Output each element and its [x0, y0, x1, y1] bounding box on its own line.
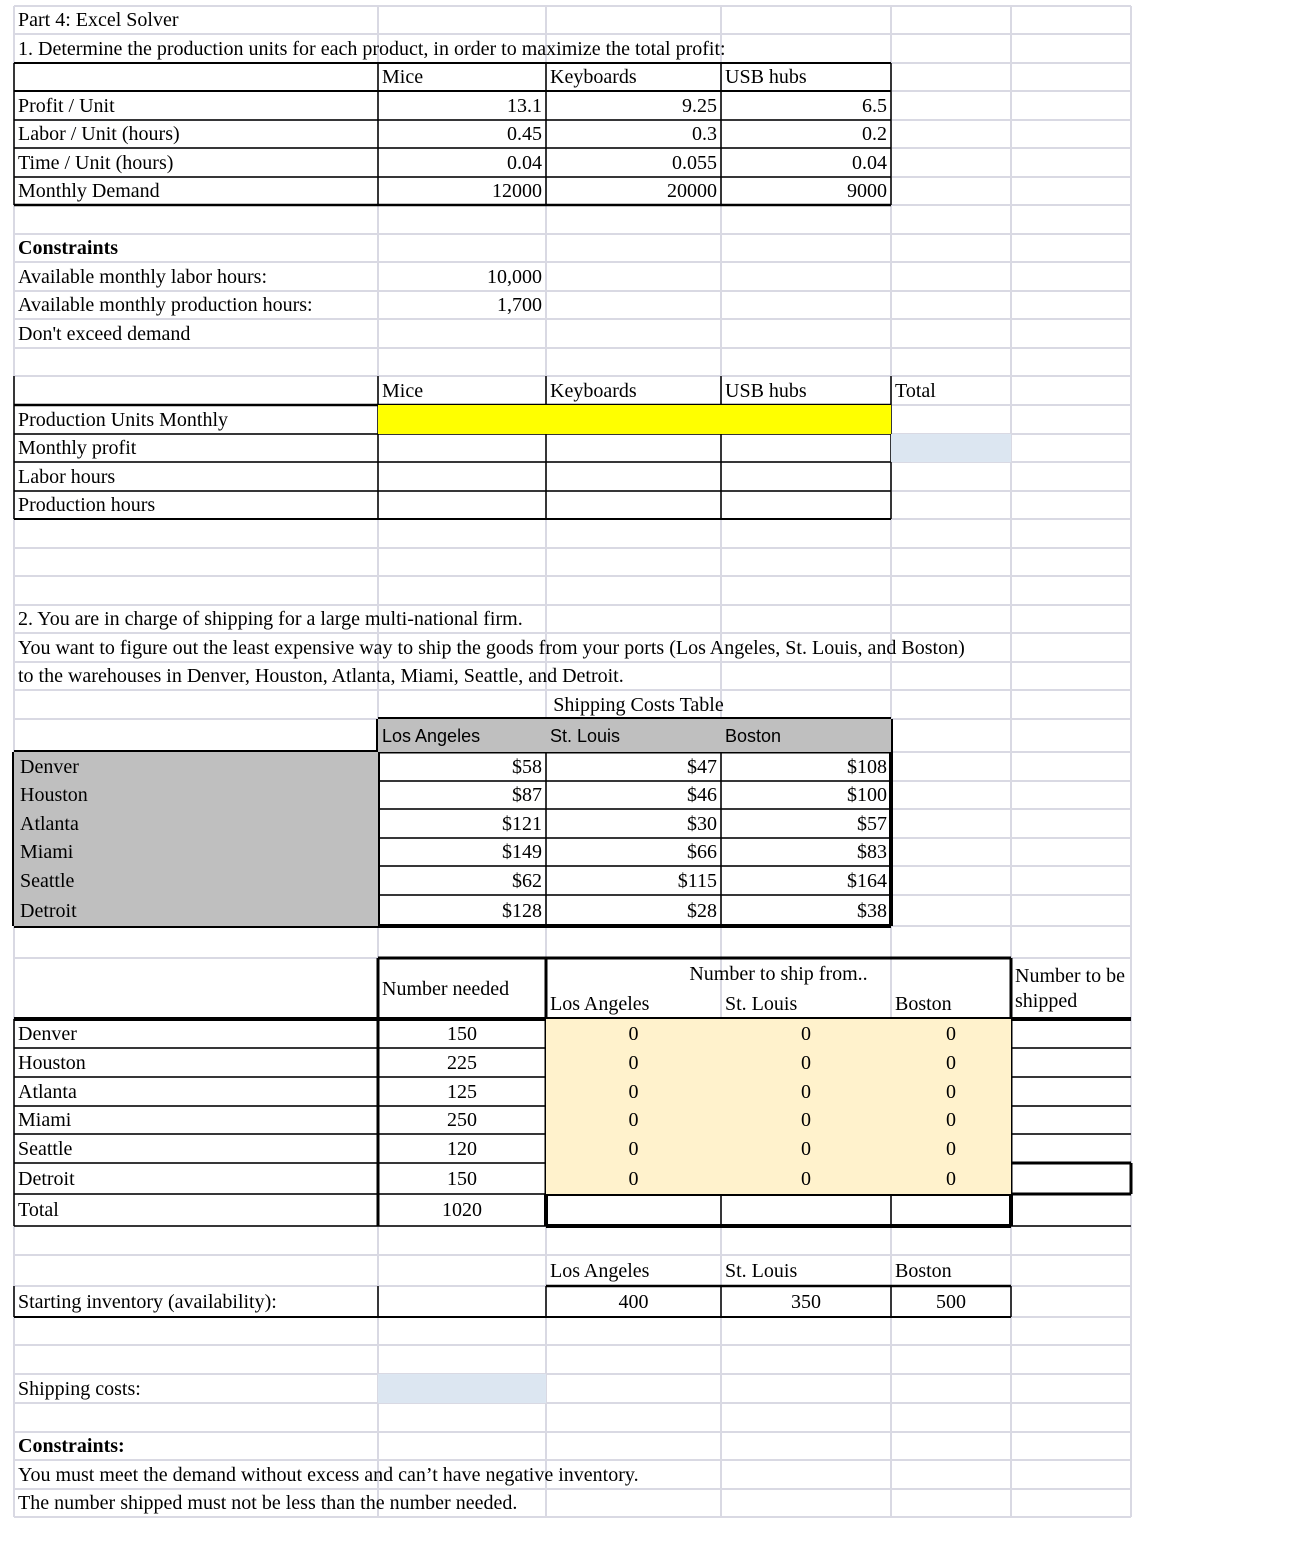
- question-2-line[interactable]: to the warehouses in Denver, Houston, Atlanta, Miami, Seattle, and Detroit.: [18, 665, 624, 687]
- prod-row-label[interactable]: Labor hours: [18, 465, 116, 488]
- ship-cell[interactable]: 0: [946, 1051, 956, 1074]
- number-shipped-header[interactable]: Number to be shipped: [1015, 964, 1125, 1012]
- ship-cell[interactable]: 0: [628, 1080, 639, 1103]
- inventory-port-header[interactable]: Los Angeles: [550, 1259, 650, 1282]
- cost-cell[interactable]: $100: [847, 784, 887, 806]
- question-2-line[interactable]: 2. You are in charge of shipping for a large multi-national firm.: [18, 608, 523, 630]
- cost-cell[interactable]: $57: [857, 812, 887, 835]
- port-header[interactable]: St. Louis: [550, 725, 621, 746]
- shipping-costs-label[interactable]: Shipping costs:: [18, 1377, 141, 1400]
- city-label[interactable]: Seattle: [20, 869, 75, 892]
- ship-cell[interactable]: 0: [628, 1167, 639, 1190]
- value-cell[interactable]: 20000: [667, 180, 717, 202]
- prod-header-keyboards[interactable]: Keyboards: [550, 379, 637, 402]
- ship-cell[interactable]: 0: [801, 1137, 811, 1160]
- value-cell[interactable]: 12000: [492, 180, 542, 202]
- value-cell[interactable]: 13.1: [507, 94, 542, 117]
- cell-fill: [378, 405, 891, 434]
- inventory-port-header[interactable]: St. Louis: [725, 1259, 798, 1282]
- city-label[interactable]: Detroit: [18, 1167, 75, 1190]
- value-cell[interactable]: 0.2: [862, 123, 887, 145]
- cost-cell[interactable]: $164: [847, 869, 887, 892]
- constraints-title[interactable]: Constraints: [18, 237, 119, 259]
- ship-from-header[interactable]: Number to ship from..: [689, 962, 868, 985]
- ship-cell[interactable]: 0: [628, 1109, 639, 1131]
- header-usb-hubs[interactable]: USB hubs: [725, 66, 807, 88]
- value-cell[interactable]: 9000: [847, 180, 887, 202]
- cost-table-title[interactable]: Shipping Costs Table: [553, 693, 724, 716]
- row-label[interactable]: Time / Unit (hours): [18, 151, 174, 174]
- number-needed-header[interactable]: Number needed: [382, 977, 510, 1000]
- city-label[interactable]: Atlanta: [20, 812, 79, 835]
- question-1[interactable]: 1. Determine the production units for each product, in order to maximize the total profit:: [18, 37, 726, 60]
- total-needed[interactable]: 1020: [442, 1199, 482, 1221]
- ship-cell[interactable]: 0: [801, 1080, 811, 1103]
- cost-cell[interactable]: $28: [687, 899, 717, 922]
- prod-header-total[interactable]: Total: [895, 379, 936, 402]
- city-label[interactable]: Houston: [20, 784, 88, 806]
- cost-cell[interactable]: $38: [857, 899, 887, 922]
- ship-cell[interactable]: 0: [946, 1137, 956, 1160]
- constraint-value[interactable]: 10,000: [487, 265, 542, 288]
- port-header[interactable]: Boston: [725, 725, 782, 746]
- cost-cell[interactable]: $108: [847, 755, 887, 778]
- constraint-label[interactable]: Available monthly production hours:: [18, 294, 313, 316]
- ship-port-header[interactable]: St. Louis: [725, 993, 798, 1015]
- cost-cell[interactable]: $128: [502, 899, 542, 922]
- value-cell[interactable]: 0.055: [672, 151, 717, 174]
- ship-cell[interactable]: 0: [801, 1167, 811, 1190]
- prod-header-mice[interactable]: Mice: [382, 379, 424, 402]
- value-cell[interactable]: 0.3: [692, 123, 717, 145]
- cost-cell[interactable]: $121: [502, 812, 542, 835]
- constraint-line[interactable]: You must meet the demand without excess and can’t have negative inventory.: [18, 1463, 639, 1486]
- needed-cell[interactable]: 150: [447, 1167, 477, 1190]
- row-label[interactable]: Profit / Unit: [18, 94, 115, 117]
- city-label[interactable]: Denver: [20, 755, 79, 778]
- city-label[interactable]: Miami: [18, 1109, 72, 1131]
- cell-fill: [891, 434, 1011, 462]
- ship-port-header[interactable]: Los Angeles: [550, 993, 650, 1015]
- prod-row-label[interactable]: Production hours: [18, 494, 156, 516]
- constraint-label[interactable]: Don't exceed demand: [18, 322, 191, 345]
- city-label[interactable]: Detroit: [20, 899, 77, 922]
- city-label[interactable]: Miami: [20, 841, 74, 863]
- cost-cell[interactable]: $87: [512, 784, 542, 806]
- cost-cell[interactable]: $66: [687, 841, 717, 863]
- header-mice[interactable]: Mice: [382, 66, 424, 88]
- cost-cell[interactable]: $149: [502, 841, 542, 863]
- inventory-value[interactable]: 350: [791, 1290, 821, 1313]
- needed-cell[interactable]: 125: [447, 1080, 477, 1103]
- constraint-line[interactable]: The number shipped must not be less than the number needed.: [18, 1492, 518, 1514]
- cost-cell[interactable]: $47: [687, 755, 717, 778]
- inventory-label[interactable]: Starting inventory (availability):: [18, 1290, 277, 1313]
- constraint-label[interactable]: Available monthly labor hours:: [18, 265, 268, 288]
- city-label[interactable]: Atlanta: [18, 1080, 77, 1103]
- part-title[interactable]: Part 4: Excel Solver: [18, 9, 179, 31]
- cost-cell[interactable]: $115: [677, 869, 717, 892]
- inventory-port-header[interactable]: Boston: [895, 1259, 952, 1282]
- prod-row-label[interactable]: Monthly profit: [18, 437, 137, 459]
- value-cell[interactable]: 0.45: [507, 123, 542, 145]
- ship-port-header[interactable]: Boston: [895, 993, 952, 1015]
- constraint-value[interactable]: 1,700: [497, 294, 542, 316]
- inventory-value[interactable]: 500: [936, 1290, 966, 1313]
- ship-cell[interactable]: 0: [801, 1109, 811, 1131]
- ship-cell[interactable]: 0: [801, 1022, 811, 1045]
- cost-cell[interactable]: $30: [687, 812, 717, 835]
- cost-cell[interactable]: $62: [512, 869, 542, 892]
- row-label[interactable]: Labor / Unit (hours): [18, 123, 180, 145]
- needed-cell[interactable]: 120: [447, 1137, 477, 1160]
- cell-fill: [378, 1374, 546, 1403]
- value-cell[interactable]: 0.04: [852, 151, 887, 174]
- port-header[interactable]: Los Angeles: [382, 725, 481, 746]
- value-cell[interactable]: 0.04: [507, 151, 542, 174]
- ship-cell[interactable]: 0: [628, 1051, 639, 1074]
- city-label[interactable]: Houston: [18, 1051, 86, 1074]
- question-2-line[interactable]: You want to figure out the least expensive way to ship the goods from your ports (Los Angeles, St. Louis, and Boston): [18, 636, 965, 659]
- constraint-value[interactable]: [378, 319, 546, 348]
- header-keyboards[interactable]: Keyboards: [550, 66, 637, 88]
- needed-cell[interactable]: 150: [447, 1022, 477, 1045]
- ship-cell[interactable]: 0: [946, 1080, 956, 1103]
- ship-cell[interactable]: 0: [946, 1167, 956, 1190]
- needed-cell[interactable]: 250: [447, 1109, 477, 1131]
- cost-cell[interactable]: $58: [512, 755, 542, 778]
- ship-cell[interactable]: 0: [801, 1051, 811, 1074]
- inventory-value[interactable]: 400: [618, 1290, 649, 1313]
- ship-cell[interactable]: 0: [946, 1109, 956, 1131]
- prod-row-label[interactable]: Production Units Monthly: [18, 408, 229, 431]
- city-label[interactable]: Seattle: [18, 1137, 73, 1160]
- total-label[interactable]: Total: [18, 1199, 59, 1221]
- constraints-2-title[interactable]: Constraints:: [18, 1435, 125, 1457]
- value-cell[interactable]: 6.5: [862, 94, 887, 117]
- ship-cell[interactable]: 0: [628, 1137, 639, 1160]
- ship-cell[interactable]: 0: [946, 1022, 956, 1045]
- cost-cell[interactable]: $46: [687, 784, 717, 806]
- cost-cell[interactable]: $83: [857, 841, 887, 863]
- value-cell[interactable]: 9.25: [682, 94, 717, 117]
- row-label[interactable]: Monthly Demand: [18, 180, 160, 202]
- prod-header-usb-hubs[interactable]: USB hubs: [725, 379, 807, 402]
- city-label[interactable]: Denver: [18, 1022, 77, 1045]
- needed-cell[interactable]: 225: [447, 1051, 477, 1074]
- ship-cell[interactable]: 0: [628, 1022, 639, 1045]
